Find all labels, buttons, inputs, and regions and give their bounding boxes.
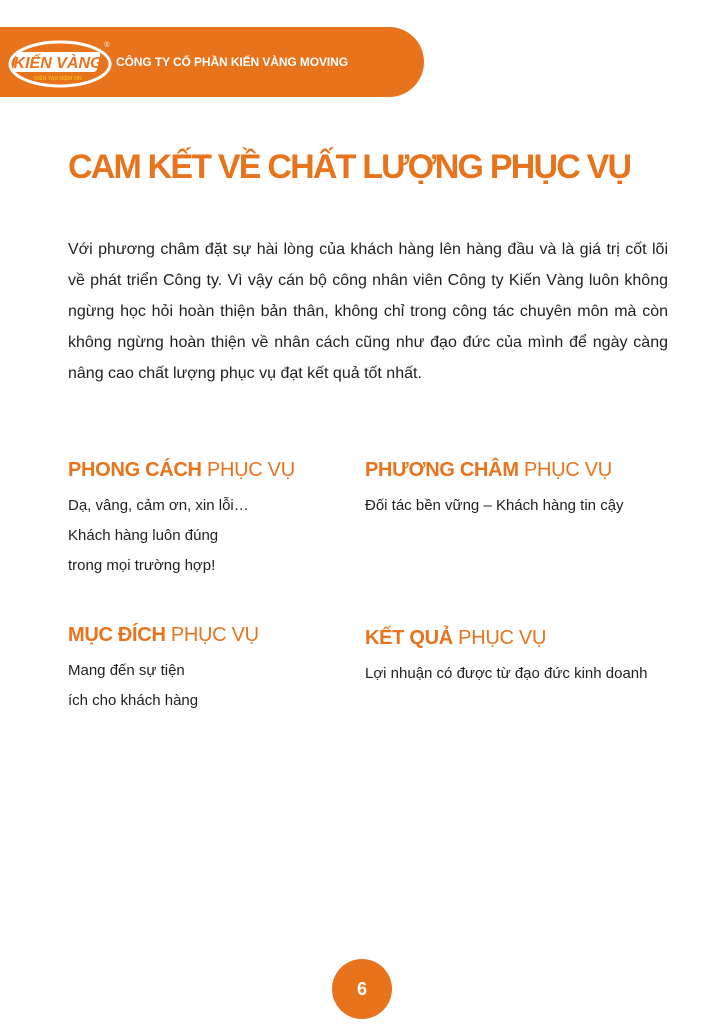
- section-title: [365, 459, 624, 482]
- section-line: Đối tác bền vững – Khách hàng tin cậy: [365, 497, 624, 514]
- section-title-light: PHỤC VỤ: [523, 459, 612, 481]
- section-line: Khách hàng luôn đúng: [68, 527, 219, 544]
- section-title: [68, 624, 259, 647]
- section-title-strong: PHONG CÁCH: [68, 459, 202, 481]
- section-line: trong mọi trường hợp!: [68, 557, 216, 574]
- section-title-strong: MỤC ĐÍCH: [68, 624, 166, 646]
- section-title-light: PHỤC VỤ: [458, 627, 547, 649]
- section-title-light: PHỤC VỤ: [170, 624, 259, 646]
- section-title: [365, 627, 647, 650]
- page-title: CAM KẾT VỀ CHẤT LƯỢNG PHỤC VỤ: [68, 148, 631, 186]
- svg-text:®: ®: [104, 42, 110, 49]
- svg-text:KIẾN TẠO NIỀM TIN: KIẾN TẠO NIỀM TIN: [34, 76, 82, 82]
- section-line: Mang đến sự tiện: [68, 662, 185, 679]
- intro-paragraph: Với phương châm đặt sự hài lòng của khách hàng lên hàng đầu và là giá trị cốt lõi về phát triển Công ty. Vì vậy cán bộ công nhân viên Công ty Kiến Vàng luôn không ngừng học hỏi hoàn thiện bản thân, không chỉ trong công tác chuyên môn mà còn không ngừng hoàn thiện về nhân cách cũng như đạo đức của mình để ngày càng nâng cao chất lượng phục vụ đạt kết quả tốt nhất.: [68, 241, 668, 382]
- section-line: ích cho khách hàng: [68, 692, 199, 709]
- section-title-strong: KẾT QUẢ: [365, 627, 453, 649]
- section-muc-dich: [68, 624, 259, 716]
- section-title-strong: PHƯƠNG CHÂM: [365, 459, 519, 481]
- section-ket-qua: [365, 627, 647, 689]
- section-phong-cach: [68, 459, 295, 581]
- page-number-badge: [332, 959, 392, 1019]
- section-title: [68, 459, 295, 482]
- svg-text:KIẾN VÀNG: KIẾN VÀNG: [13, 55, 103, 72]
- section-title-light: PHỤC VỤ: [206, 459, 295, 481]
- section-line: Lợi nhuận có được từ đạo đức kinh doanh: [365, 665, 648, 682]
- page-number: 6: [356, 978, 367, 999]
- section-phuong-cham: [365, 459, 624, 521]
- company-name: CÔNG TY CỔ PHẦN KIẾN VÀNG MOVING: [116, 55, 348, 69]
- kien-vang-logo: [8, 37, 114, 89]
- section-line: Dạ, vâng, cảm ơn, xin lỗi…: [68, 497, 249, 514]
